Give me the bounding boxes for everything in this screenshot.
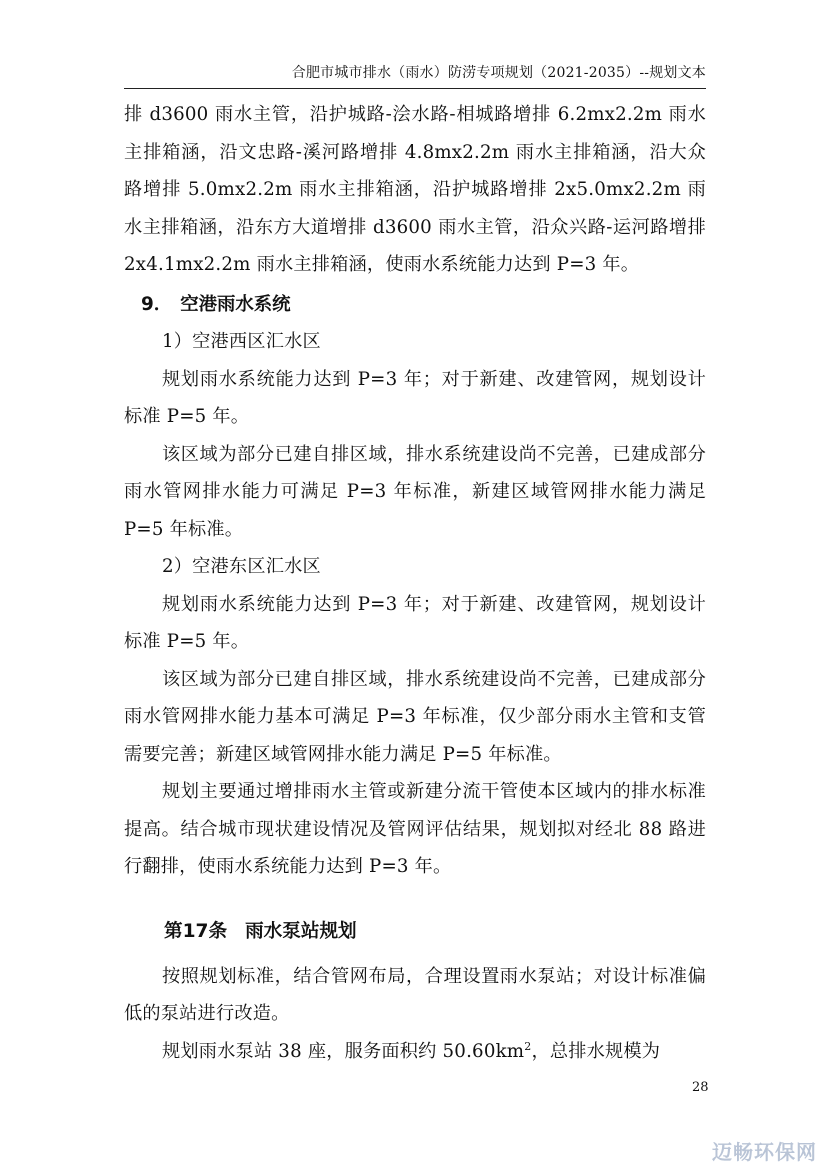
page-number: 28 xyxy=(692,1080,709,1095)
paragraph-continued: 排 d3600 雨水主管，沿护城路-浍水路-相城路增排 6.2mx2.2m 雨水主排箱涵，沿文忠路-溪河路增排 4.8mx2.2m 雨水主排箱涵，沿大众路增排 5.0mx2.2m 雨水主排箱涵，沿护城路增排 2x5.0mx2.2m 雨水主排箱涵，沿东方大道增排 d3600 雨水主管，沿众兴路-运河路增排 2x4.1mx2.2m 雨水主排箱涵，使雨水系统能力达到 P=3 年。 xyxy=(124,104,706,275)
article-heading xyxy=(124,912,706,952)
pump-text-pre: 规划雨水泵站 38 座，服务面积约 50.60km xyxy=(162,1040,525,1062)
paragraph-pump-principle: 按照规划标准，结合管网布局，合理设置雨水泵站；对设计标准偏低的泵站进行改造。 xyxy=(124,965,706,1024)
paragraph-pump-count xyxy=(124,1033,706,1071)
paragraph-east-status: 该区域为部分已建自排区域，排水系统建设尚不完善，已建成部分雨水管网排水能力基本可满足 P=3 年标准，仅少部分雨水主管和支管需要完善；新建区域管网排水能力满足 P=5 年标准。 xyxy=(124,668,706,765)
subsection-heading-west: 1）空港西区汇水区 xyxy=(162,331,321,352)
section-heading xyxy=(124,286,706,324)
pump-text-post: ，总排水规模为 xyxy=(531,1040,661,1062)
page-body xyxy=(124,96,706,1070)
subsection-heading-east: 2）空港东区汇水区 xyxy=(162,556,321,577)
paragraph-west-standard: 规划雨水系统能力达到 P=3 年；对于新建、改建管网，规划设计标准 P=5 年。 xyxy=(124,368,706,427)
article-number: 第17条 xyxy=(164,920,228,942)
article-title: 雨水泵站规划 xyxy=(245,920,357,942)
paragraph-east-standard: 规划雨水系统能力达到 P=3 年；对于新建、改建管网，规划设计标准 P=5 年。 xyxy=(124,593,706,652)
section-title: 空港雨水系统 xyxy=(180,293,291,315)
watermark-logo: 迈畅环保网 xyxy=(712,1140,817,1164)
running-header: 合肥市城市排水（雨水）防涝专项规划（2021-2035）--规划文本 xyxy=(124,62,706,89)
paragraph-west-status: 该区域为部分已建自排区域，排水系统建设尚不完善，已建成部分雨水管网排水能力可满足 P=3 年标准，新建区域管网排水能力满足 P=5 年标准。 xyxy=(124,443,706,540)
section-number: 9． xyxy=(141,293,173,315)
paragraph-east-plan: 规划主要通过增排雨水主管或新建分流干管使本区域内的排水标准提高。结合城市现状建设情况及管网评估结果，规划拟对经北 88 路进行翻排，使雨水系统能力达到 P=3 年。 xyxy=(124,781,706,877)
superscript-2: 2 xyxy=(524,1039,532,1053)
